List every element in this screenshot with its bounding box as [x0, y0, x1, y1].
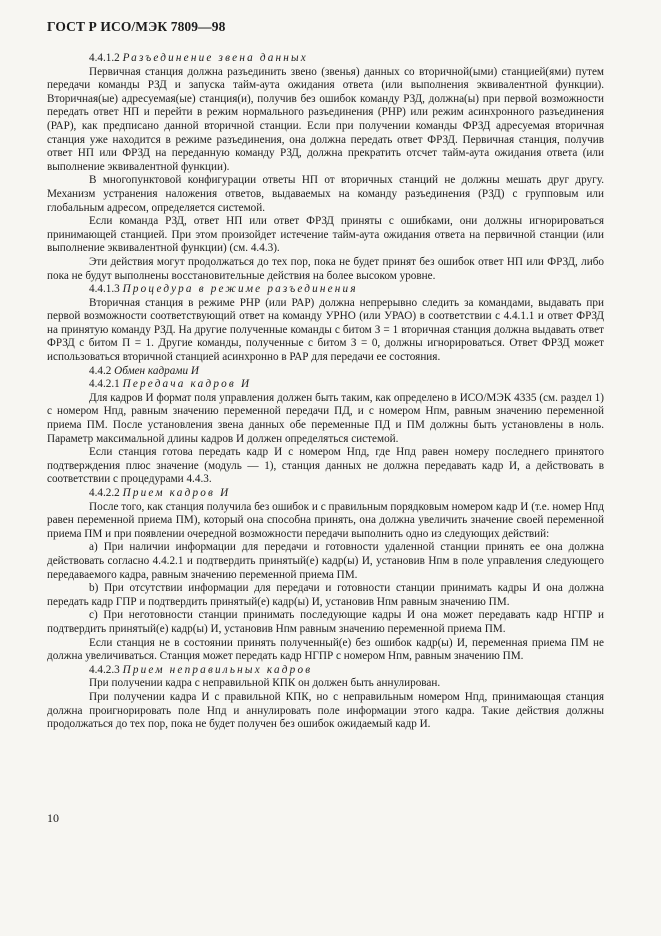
section-number: 4.4.1.3 — [89, 283, 120, 296]
paragraph: Если станция готова передать кадр И с номером Нпд, где Нпд равен номеру последнего принятого подтверждения плюс значение (модуль — 1), станция данных не должна передавать кадр И, а действовать в соответствии с процедурами 4.4.3. — [47, 446, 604, 486]
section-heading — [47, 487, 604, 501]
section-heading — [47, 283, 604, 297]
section-number: 4.4.2.3 — [89, 663, 120, 676]
section-number: 4.4.2 — [89, 364, 112, 377]
section-title: Прием неправильных кадров — [122, 663, 313, 676]
section-number: 4.4.1.2 — [89, 52, 120, 64]
paragraph: Вторичная станция в режиме РНР (или РАР) должна непрерывно следить за командами, выдавать при первой возможности соответствующий ответ на команду УРНО (или УРАО) в соответствии с 4.4.1.1 и ответ ФРЗД на принятую команду РЗД. На другие полученные команды с битом З = 1 вторичная станция должна выдавать ответ ФРЗД с битом П = 1. Другие команды, полученные с битом З = 0, должны игнорироваться. Ответ ФРЗД может использоваться вторичной станцией асинхронно в РАР для передачи ее состояния. — [47, 296, 604, 364]
section-heading — [47, 52, 604, 66]
section-title: Передача кадров И — [122, 378, 252, 391]
section-heading — [47, 664, 604, 678]
section-title: Разъединение звена данных — [122, 52, 308, 64]
section-number: 4.4.2.1 — [89, 378, 120, 391]
paragraph: Эти действия могут продолжаться до тех пор, пока не будет принят без ошибок ответ НП или ФРЗД, либо пока не будут выполнены восстановительные действия на более высоком уровне. — [47, 255, 604, 282]
paragraph: После того, как станция получила без ошибок и с правильным порядковым номером кадр И (т.е. номер Нпд равен переменной приема ПМ), который она способна принять, она должна увеличить значение своей переменной приема ПМ и при появлении очередной возможности передачи выполнить одно из следующих действий: — [47, 500, 604, 540]
paragraph: Первичная станция должна разъединить звено (звенья) данных со вторичной(ыми) станцией(ями) путем передачи команды РЗД и запуска тайм-аута ожидания ответа (или выполнения эквивалентной функции). Вторичная(ые) адресуемая(ые) станция(и), получив без ошибок команду РЗД, должна(ы) при первой возможности передать ответ НП и перейти в режим нормального разъединения (РНР) или режим асинхронного разъединения (РАР), как предписано данной вторичной станции. Если при получении команды ФРЗД адресуемая вторичная станция уже находится в режиме разъединения, она должна передать ответ ФРЗД. Первичная станция, получив ответ НП или ФРЗД на переданную команду РЗД, должна прекратить отсчет тайм-аута ожидания ответа (или выполнение эквивалентной функции). — [47, 65, 604, 173]
page-number: 10 — [47, 811, 59, 825]
section-heading — [47, 378, 604, 392]
paragraph: При получении кадра с неправильной КПК он должен быть аннулирован. — [89, 677, 441, 690]
section-title: Прием кадров И — [122, 487, 231, 499]
document-body — [47, 52, 604, 732]
section-title: Процедура в режиме разъединения — [122, 283, 358, 296]
paragraph: c) При неготовности станции принимать последующие кадры И она может передавать кадр НГПР и подтвердить принятый(е) кадр(ы) И, установив Нпм равным значению переменной приема ПМ. — [47, 609, 604, 635]
section-title: Обмен кадрами И — [114, 364, 199, 377]
page-header: ГОСТ Р ИСО/МЭК 7809—98 — [47, 19, 226, 34]
paragraph: Если команда РЗД, ответ НП или ответ ФРЗД приняты с ошибками, они должны игнорироваться принимающей станцией. При этом произойдет истечение тайм-аута ожидания ответа на первичной станции (или выполнение эквивалентной функции) (см. 4.4.3). — [47, 215, 604, 255]
paragraph: В многопунктовой конфигурации ответы НП от вторичных станций не должны мешать друг другу. Механизм устранения наложения ответов, выдаваемых на команду разъединения (РЗД) с групповым или глобальным адресом, определяется системой. — [47, 174, 604, 214]
paragraph: b) При отсутствии информации для передачи и готовности станции принимать кадры И она должна передать кадр ГПР и подтвердить принятый(е) кадр(ы) И, установив Нпм равным значению ПМ. — [47, 582, 604, 608]
paragraph: Если станция не в состоянии принять полученный(е) без ошибок кадр(ы) И, переменная приема ПМ не должна увеличиваться. Станция может передать кадр НГПР с номером Нпм, равным значению ПМ. — [47, 636, 604, 663]
paragraph: При получении кадра И с правильной КПК, но с неправильным номером Нпд, принимающая станция должна проигнорировать поле Нпд и аннулировать поле информации этого кадра. Такие действия должны продолжаться до тех пор, пока не будет получен без ошибок ожидаемый кадр И. — [47, 690, 604, 731]
paragraph: a) При наличии информации для передачи и готовности удаленной станции принять ее она должна действовать согласно 4.4.2.1 и подтвердить принятый(е) кадр(ы) И, установив Нпм в поле управления следующего передаваемого кадра, равным значению переменной приема ПМ. — [47, 541, 604, 581]
section-heading — [47, 365, 604, 379]
section-number: 4.4.2.2 — [89, 487, 120, 499]
paragraph: Для кадров И формат поля управления должен быть таким, как определено в ИСО/МЭК 4335 (см. раздел 1) с номером Нпд, равным значению переменной передачи ПД, и с номером Нпм, равным значению переменной приема ПМ. После установления звена данных обе переменные ПД и ПМ должны быть установлены в ноль. Параметр максимальной длины кадров И должен определяться системой. — [47, 391, 604, 445]
